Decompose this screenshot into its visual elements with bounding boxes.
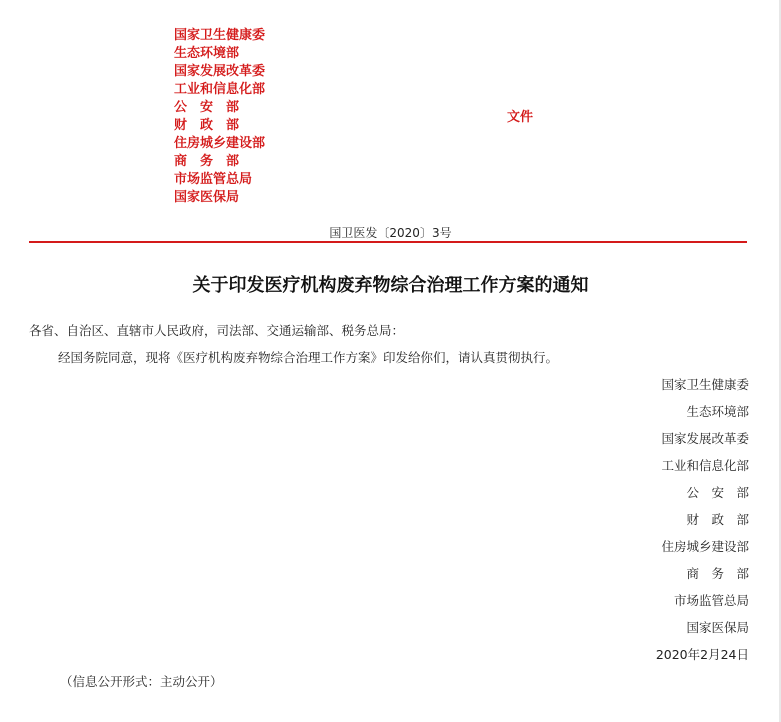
- issuer-item: 国家医保局: [174, 190, 240, 205]
- document-date: 2020年2月24日: [655, 647, 749, 662]
- signatory-item: 市场监管总局: [673, 593, 749, 608]
- document-number: 国卫医发〔2020〕3号: [329, 226, 452, 240]
- signatories-list: [661, 376, 749, 646]
- signatory-item: 公 安 部: [686, 485, 749, 500]
- signatory-item: 工业和信息化部: [661, 458, 749, 473]
- red-divider-line: [29, 241, 747, 243]
- signatory-item: 国家发展改革委: [661, 431, 749, 446]
- body-paragraph: 经国务院同意，现将《医疗机构废弃物综合治理工作方案》印发给你们，请认真贯彻执行。: [58, 350, 559, 365]
- issuer-item: 工业和信息化部: [174, 82, 266, 97]
- signatory-item: 住房城乡建设部: [661, 539, 749, 554]
- signatory-item: 生态环境部: [686, 404, 749, 419]
- issuer-item: 财 政 部: [174, 118, 240, 133]
- issuer-item: 国家卫生健康委: [174, 28, 266, 43]
- signatory-item: 国家医保局: [686, 620, 749, 635]
- issuing-agencies-list: [174, 27, 265, 207]
- issuer-item: 生态环境部: [174, 46, 240, 61]
- addressees-line: 各省、自治区、直辖市人民政府，司法部、交通运输部、税务总局：: [29, 323, 405, 338]
- signatory-item: 国家卫生健康委: [661, 377, 749, 392]
- disclosure-note: （信息公开形式：主动公开）: [60, 674, 223, 689]
- issuer-item: 商 务 部: [174, 154, 240, 169]
- signatory-item: 商 务 部: [686, 566, 749, 581]
- document-title: 关于印发医疗机构废弃物综合治理工作方案的通知: [192, 275, 589, 296]
- signatory-item: 财 政 部: [686, 512, 749, 527]
- issuer-item: 国家发展改革委: [174, 64, 266, 79]
- issuer-item: 市场监管总局: [174, 172, 253, 187]
- issuer-item: 住房城乡建设部: [174, 136, 266, 151]
- document-word: 文件: [507, 110, 534, 125]
- issuer-item: 公 安 部: [174, 100, 240, 115]
